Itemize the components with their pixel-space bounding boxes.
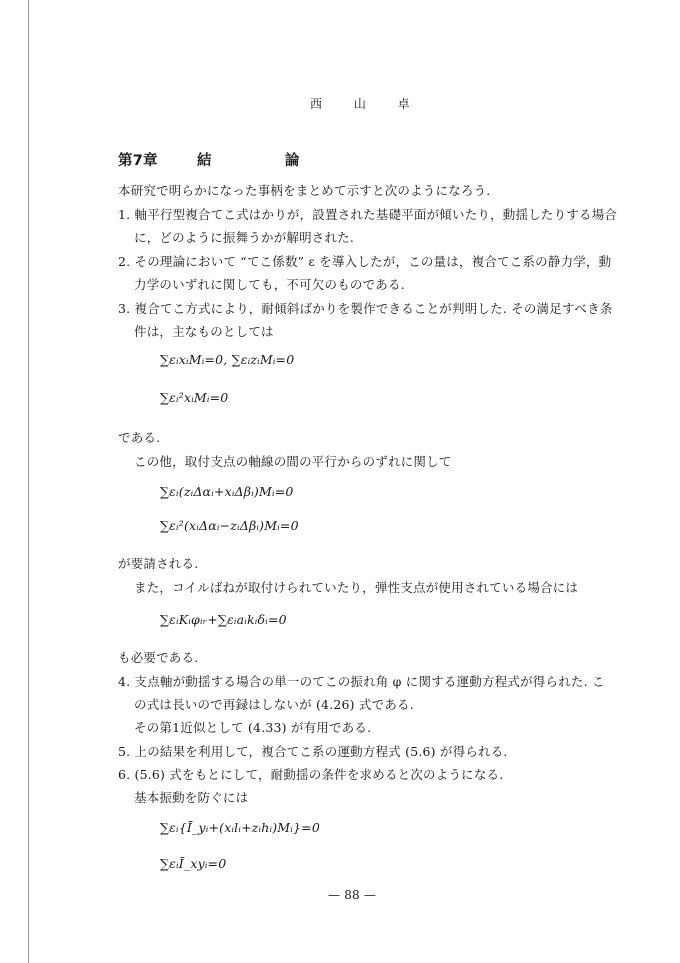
chapter-title-a: 結 <box>196 153 212 169</box>
equation-6: ∑εᵢ{Ī_yᵢ+(xᵢlᵢ+zᵢhᵢ)Mᵢ}=0 <box>160 820 320 835</box>
page-number: — 88 — <box>328 888 377 902</box>
intro-line: 本研究で明らかになった事柄をまとめて示すと次のようになろう. <box>118 183 491 198</box>
item-6-line-1: 6. (5.6) 式をもとにして，耐動揺の条件を求めると次のようになる. <box>118 767 504 782</box>
equation-4: ∑εᵢ²(xᵢΔαᵢ−zᵢΔβᵢ)Mᵢ=0 <box>160 518 299 533</box>
author-name: 西 山 卓 <box>310 97 424 111</box>
chapter-number: 第7章 <box>118 153 158 169</box>
item-4-line-2: の式は長いので再録はしないが (4.26) 式である. <box>134 697 414 712</box>
dearu-line-1: である. <box>118 430 161 445</box>
item-4-line-3: その第1近似として (4.33) が有用である. <box>134 720 372 735</box>
binding-margin-line <box>28 0 29 963</box>
item-6-line-2: 基本振動を防ぐには <box>134 790 249 805</box>
item-3-line-2: 件は，主なものとしては <box>134 324 274 339</box>
item-5-line: 5. 上の結果を利用して，複合てこ系の運動方程式 (5.6) が得られる. <box>118 744 508 759</box>
equation-2: ∑εᵢ²xᵢMᵢ=0 <box>160 390 229 405</box>
item-3-line-1: 3. 複合てこ方式により，耐傾斜ばかりを製作できることが判明した. その満足すべき条 <box>118 301 613 316</box>
coil-spring-line: また，コイルばねが取付けられていたり，弾性支点が使用されている場合には <box>134 580 579 595</box>
other-condition-line: この他，取付支点の軸線の間の平行からのずれに関して <box>134 454 452 469</box>
item-1-line-2: に，どのように振舞うかが解明された. <box>134 230 355 245</box>
item-2-line-1: 2. その理論において “てこ係数” ε を導入したが，この量は，複合てこ系の静力学，動 <box>118 254 612 269</box>
equation-7: ∑εᵢĪ_xyᵢ=0 <box>160 856 227 871</box>
needed-line: も必要である. <box>118 650 199 665</box>
equation-3: ∑εᵢ(zᵢΔαᵢ+xᵢΔβᵢ)Mᵢ=0 <box>160 484 294 499</box>
equation-5: ∑εᵢKᵢφᵢᵣ+∑εᵢaᵢkᵢδᵢ=0 <box>160 612 287 627</box>
item-2-line-2: 力学のいずれに関しても，不可欠のものである. <box>134 277 405 292</box>
item-4-line-1: 4. 支点軸が動揺する場合の単一のてこの振れ角 φ に関する運動方程式が得られた. こ <box>118 674 605 689</box>
chapter-title-b: 論 <box>284 153 300 169</box>
equation-1: ∑εᵢxᵢMᵢ=0, ∑εᵢzᵢMᵢ=0 <box>160 352 295 367</box>
item-1-line-1: 1. 軸平行型複合てこ式はかりが，設置された基礎平面が傾いたり，動揺したりする場合 <box>118 207 618 222</box>
chapter-heading <box>118 153 300 169</box>
required-line: が要請される. <box>118 556 199 571</box>
